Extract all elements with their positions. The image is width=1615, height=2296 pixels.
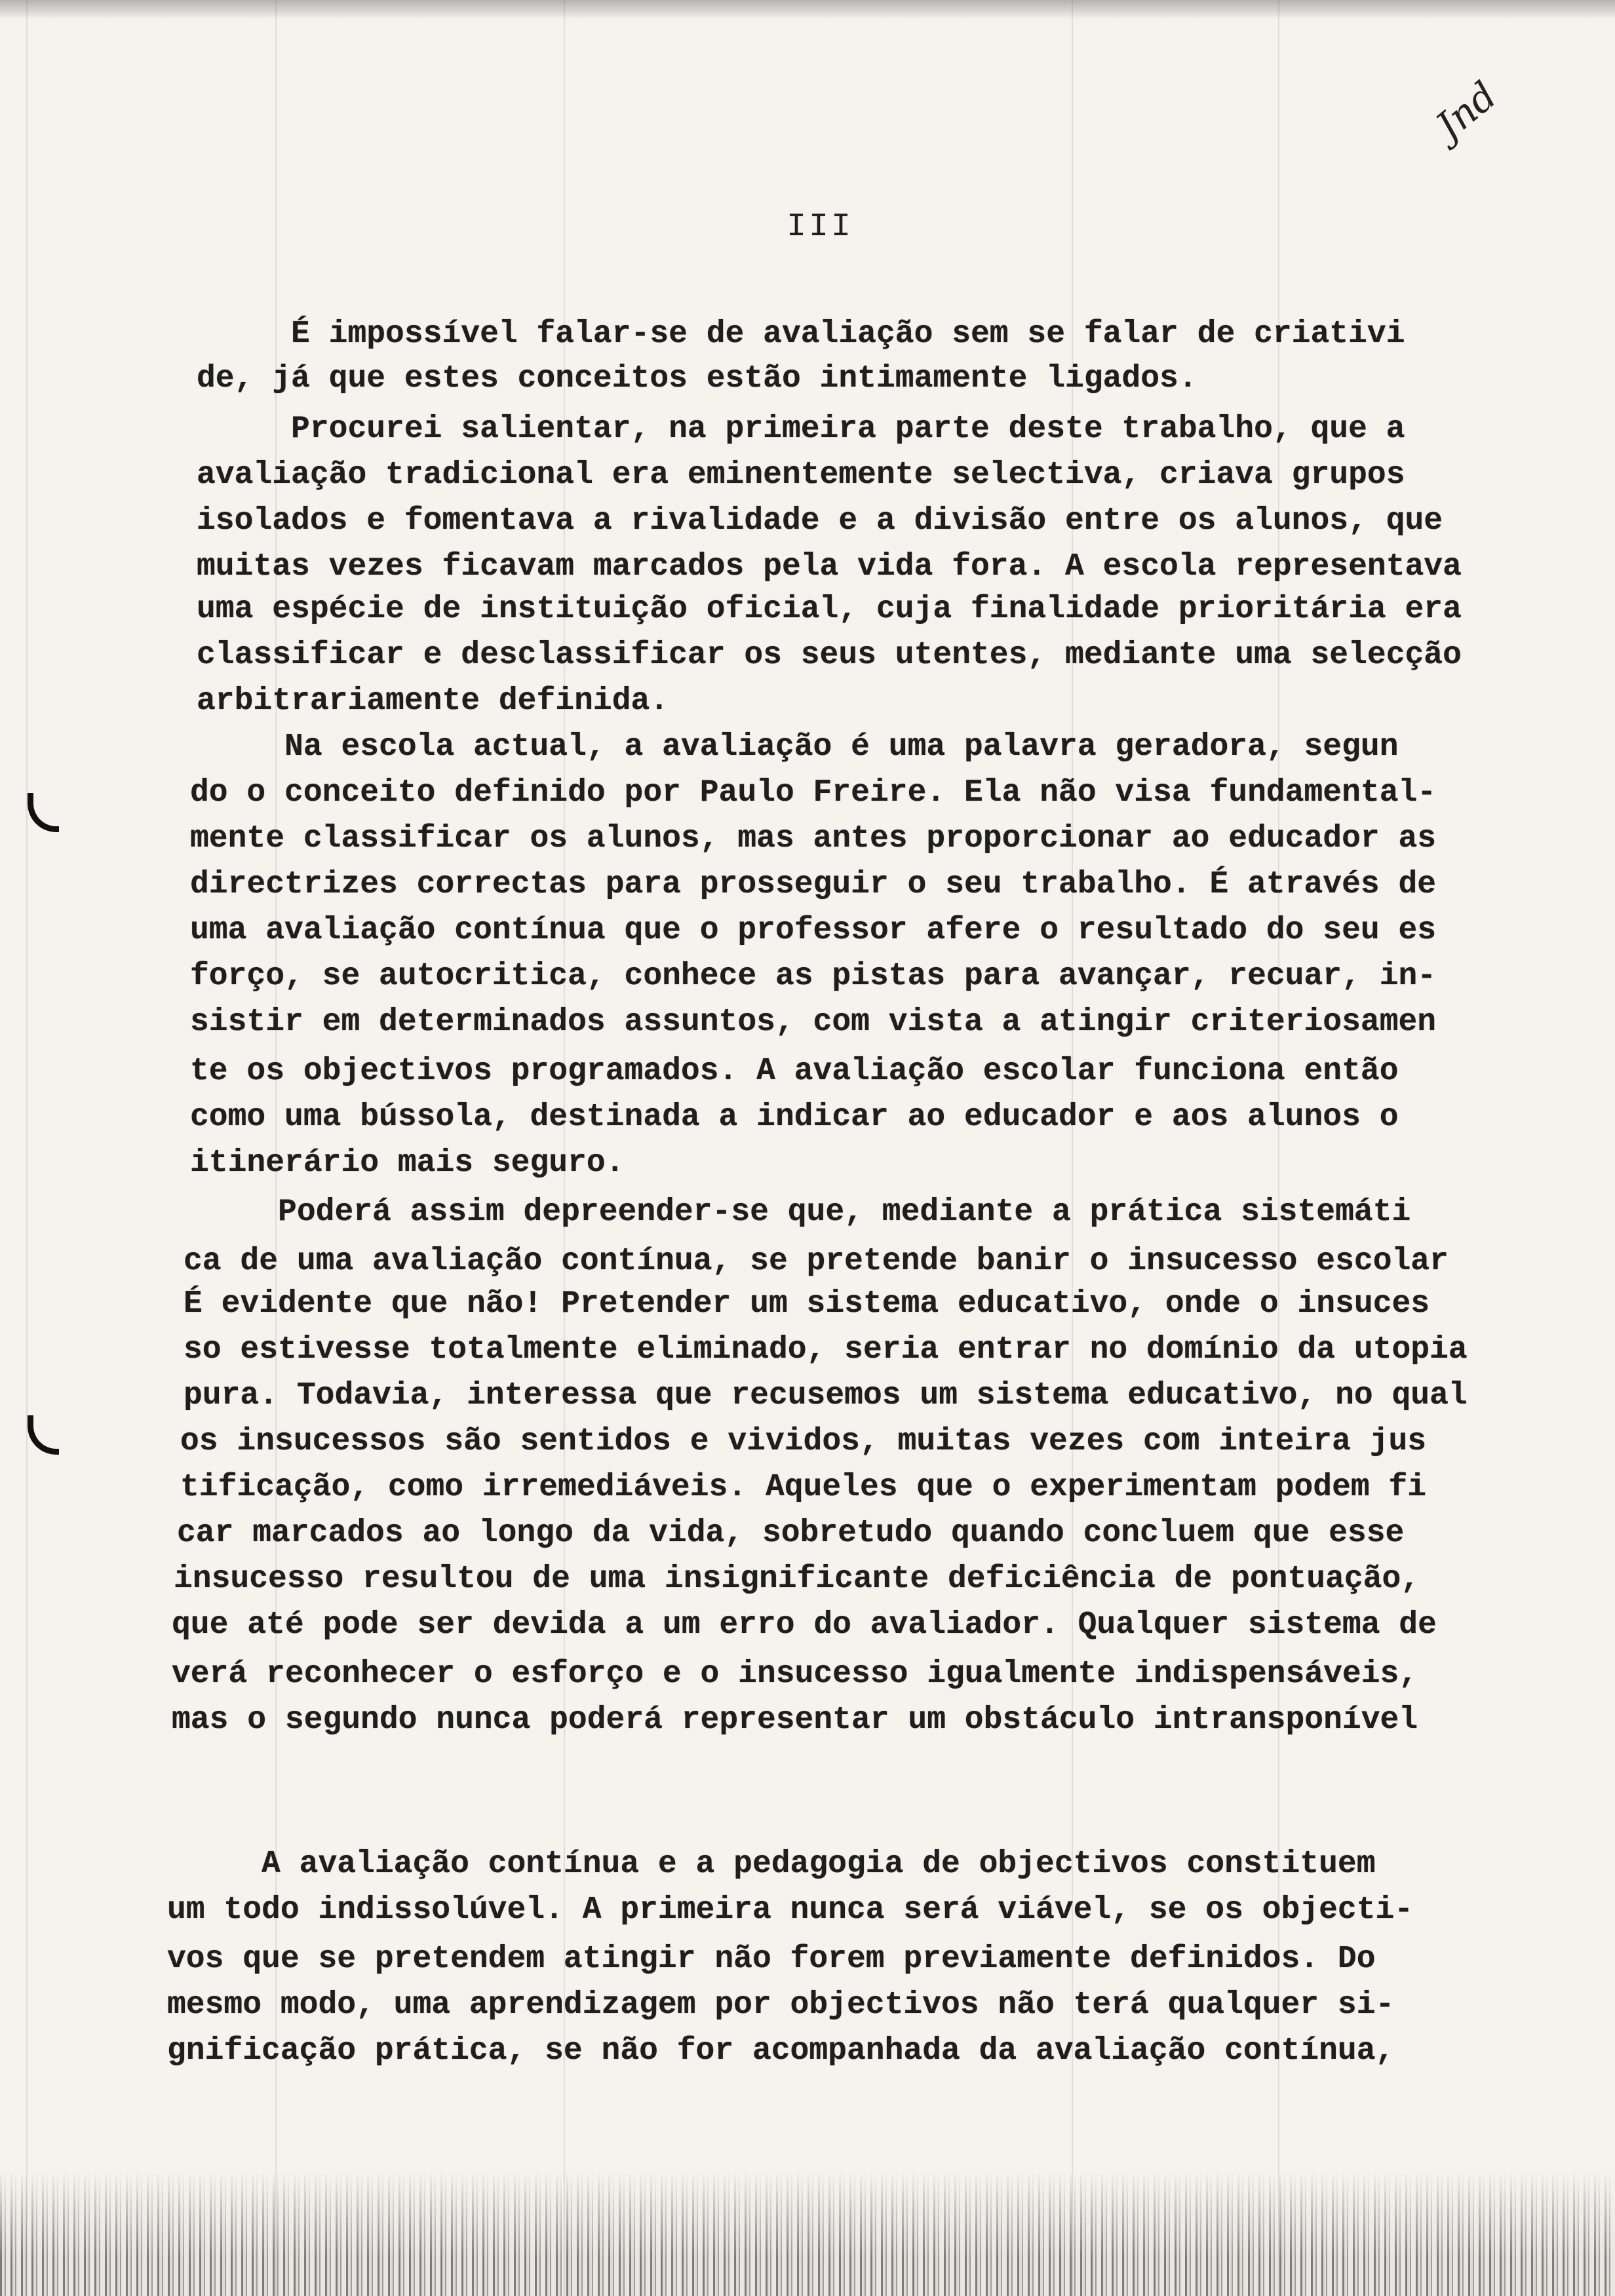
punch-hole-mark — [28, 1415, 59, 1455]
text-line: como uma bússola, destinada a indicar ao educador e aos alunos o — [190, 1100, 1399, 1135]
text-line: avaliação tradicional era eminentemente selectiva, criava grupos — [197, 457, 1405, 493]
text-line: Poderá assim depreender-se que, mediante a prática sistemáti — [184, 1195, 1411, 1230]
text-line: so estivesse totalmente eliminado, seria entrar no domínio da utopia — [184, 1332, 1468, 1368]
text-line: Na escola actual, a avaliação é uma palavra geradora, segun — [190, 729, 1399, 765]
margin-initials: Jnd — [1427, 73, 1506, 149]
text-line: É evidente que não! Pretender um sistema educativo, onde o insuces — [184, 1286, 1430, 1322]
text-line: que até pode ser devida a um erro do avaliador. Qualquer sistema de — [172, 1607, 1437, 1643]
text-line: mesmo modo, uma aprendizagem por objectivos não terá qualquer si- — [167, 1987, 1395, 2023]
text-line: de, já que estes conceitos estão intimamente ligados. — [197, 361, 1197, 396]
text-line: um todo indissolúvel. A primeira nunca será viável, se os objecti- — [167, 1892, 1414, 1928]
text-line: insucesso resultou de uma insignificante deficiência de pontuação, — [174, 1561, 1420, 1597]
text-line: do o conceito definido por Paulo Freire. Ela não visa fundamental- — [190, 775, 1437, 811]
text-line: É impossível falar-se de avaliação sem se falar de criativi — [197, 316, 1405, 352]
scan-noise-bottom — [0, 2172, 1615, 2296]
text-line: mente classificar os alunos, mas antes proporcionar ao educador as — [190, 821, 1437, 856]
text-line: classificar e desclassificar os seus utentes, mediante uma selecção — [197, 638, 1462, 673]
text-line: car marcados ao longo da vida, sobretudo quando concluem que esse — [177, 1516, 1405, 1551]
text-line: gnificação prática, se não for acompanhada da avaliação contínua, — [167, 2033, 1395, 2069]
text-line: Procurei salientar, na primeira parte deste trabalho, que a — [197, 411, 1405, 447]
text-line: arbitrariamente definida. — [197, 683, 669, 719]
page-number: III — [787, 208, 854, 246]
scan-shadow-top — [0, 0, 1615, 20]
text-line: isolados e fomentava a rivalidade e a divisão entre os alunos, que — [197, 503, 1443, 539]
text-line: verá reconhecer o esforço e o insucesso igualmente indispensáveis, — [172, 1656, 1418, 1692]
text-line: vos que se pretendem atingir não forem previamente definidos. Do — [167, 1942, 1376, 1977]
text-line: mas o segundo nunca poderá representar um obstáculo intransponível — [172, 1702, 1418, 1738]
text-line: pura. Todavia, interessa que recusemos um sistema educativo, no qual — [184, 1378, 1468, 1413]
text-line: directrizes correctas para prosseguir o seu trabalho. É através de — [190, 867, 1437, 902]
text-line: sistir em determinados assuntos, com vista a atingir criteriosamen — [190, 1004, 1437, 1040]
text-line: forço, se autocritica, conhece as pistas para avançar, recuar, in- — [190, 959, 1437, 994]
text-line: te os objectivos programados. A avaliação escolar funciona então — [190, 1054, 1399, 1089]
text-line: muitas vezes ficavam marcados pela vida fora. A escola representava — [197, 549, 1462, 584]
text-line: uma avaliação contínua que o professor afere o resultado do seu es — [190, 913, 1437, 948]
punch-hole-mark — [28, 793, 59, 832]
text-line: ca de uma avaliação contínua, se pretende banir o insucesso escolar — [184, 1244, 1449, 1279]
text-line: tificação, como irremediáveis. Aqueles que o experimentam podem fi — [180, 1470, 1427, 1505]
text-line: uma espécie de instituição oficial, cuja finalidade prioritária era — [197, 592, 1462, 627]
text-line: itinerário mais seguro. — [190, 1145, 625, 1181]
scan-streak — [26, 0, 28, 2296]
text-line: os insucessos são sentidos e vividos, muitas vezes com inteira jus — [180, 1424, 1427, 1459]
text-line: A avaliação contínua e a pedagogia de objectivos constituem — [167, 1846, 1376, 1882]
